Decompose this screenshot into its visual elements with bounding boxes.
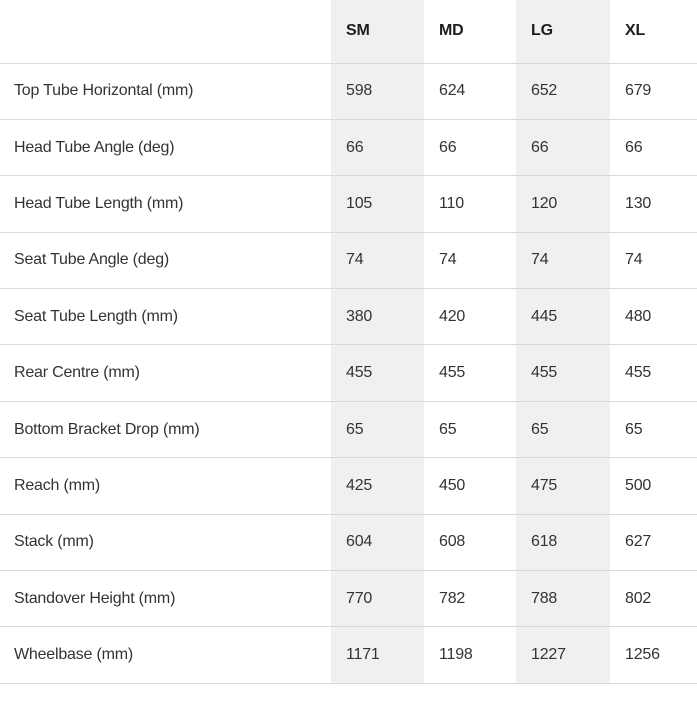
table-row [0, 514, 697, 570]
cell-md: 608 [439, 533, 466, 551]
header-row [0, 0, 697, 63]
cell-lg: 618 [516, 514, 610, 570]
table-row [0, 232, 697, 288]
corner-cell [0, 0, 331, 63]
cell-xl: 130 [625, 194, 652, 212]
table-row [0, 63, 697, 119]
cell-md: 420 [439, 307, 466, 325]
cell-lg: 1227 [516, 627, 610, 683]
cell-md: 455 [439, 364, 466, 382]
cell-sm: 74 [331, 232, 424, 288]
row-label: Bottom Bracket Drop (mm) [14, 420, 200, 438]
cell-lg: 66 [516, 119, 610, 175]
cell-lg: 445 [516, 289, 610, 345]
cell-xl: 455 [625, 364, 652, 382]
cell-md: 782 [439, 589, 466, 607]
cell-lg: 74 [516, 232, 610, 288]
row-label: Head Tube Angle (deg) [14, 138, 175, 156]
cell-xl: 802 [625, 589, 652, 607]
cell-xl: 500 [625, 476, 652, 494]
row-label: Top Tube Horizontal (mm) [14, 82, 194, 100]
cell-md: 450 [439, 476, 466, 494]
cell-md: 66 [439, 138, 457, 156]
cell-sm: 66 [331, 119, 424, 175]
cell-lg: 65 [516, 401, 610, 457]
table-row [0, 571, 697, 627]
row-label: Standover Height (mm) [14, 589, 176, 607]
row-label: Stack (mm) [14, 533, 94, 551]
cell-xl: 627 [625, 533, 652, 551]
cell-md: 74 [439, 251, 457, 269]
cell-sm: 1171 [331, 627, 424, 683]
cell-sm: 105 [331, 176, 424, 232]
cell-xl: 1256 [625, 646, 660, 664]
cell-lg: 652 [516, 63, 610, 119]
table-row [0, 119, 697, 175]
cell-sm: 425 [331, 458, 424, 514]
column-header-sm: SM [331, 0, 424, 63]
column-header-md: MD [439, 22, 464, 40]
table-row [0, 176, 697, 232]
cell-lg: 455 [516, 345, 610, 401]
cell-sm: 604 [331, 514, 424, 570]
table-row [0, 345, 697, 401]
cell-xl: 679 [625, 82, 652, 100]
cell-sm: 770 [331, 571, 424, 627]
table-row [0, 627, 697, 683]
cell-lg: 120 [516, 176, 610, 232]
row-label: Seat Tube Length (mm) [14, 307, 178, 325]
cell-sm: 380 [331, 289, 424, 345]
cell-md: 65 [439, 420, 457, 438]
cell-md: 624 [439, 82, 466, 100]
cell-md: 1198 [439, 646, 473, 664]
column-header-xl: XL [625, 22, 646, 40]
table-row [0, 401, 697, 457]
cell-lg: 788 [516, 571, 610, 627]
row-label: Head Tube Length (mm) [14, 194, 184, 212]
column-header-lg: LG [516, 0, 610, 63]
row-label: Rear Centre (mm) [14, 364, 140, 382]
cell-xl: 480 [625, 307, 652, 325]
row-label: Seat Tube Angle (deg) [14, 251, 170, 269]
row-label: Reach (mm) [14, 476, 101, 494]
table-row [0, 289, 697, 345]
table-row [0, 458, 697, 514]
cell-xl: 74 [625, 251, 643, 269]
cell-sm: 598 [331, 63, 424, 119]
cell-sm: 65 [331, 401, 424, 457]
row-label: Wheelbase (mm) [14, 646, 134, 664]
cell-xl: 66 [625, 138, 643, 156]
cell-md: 110 [439, 194, 464, 212]
cell-sm: 455 [331, 345, 424, 401]
cell-xl: 65 [625, 420, 643, 438]
cell-lg: 475 [516, 458, 610, 514]
